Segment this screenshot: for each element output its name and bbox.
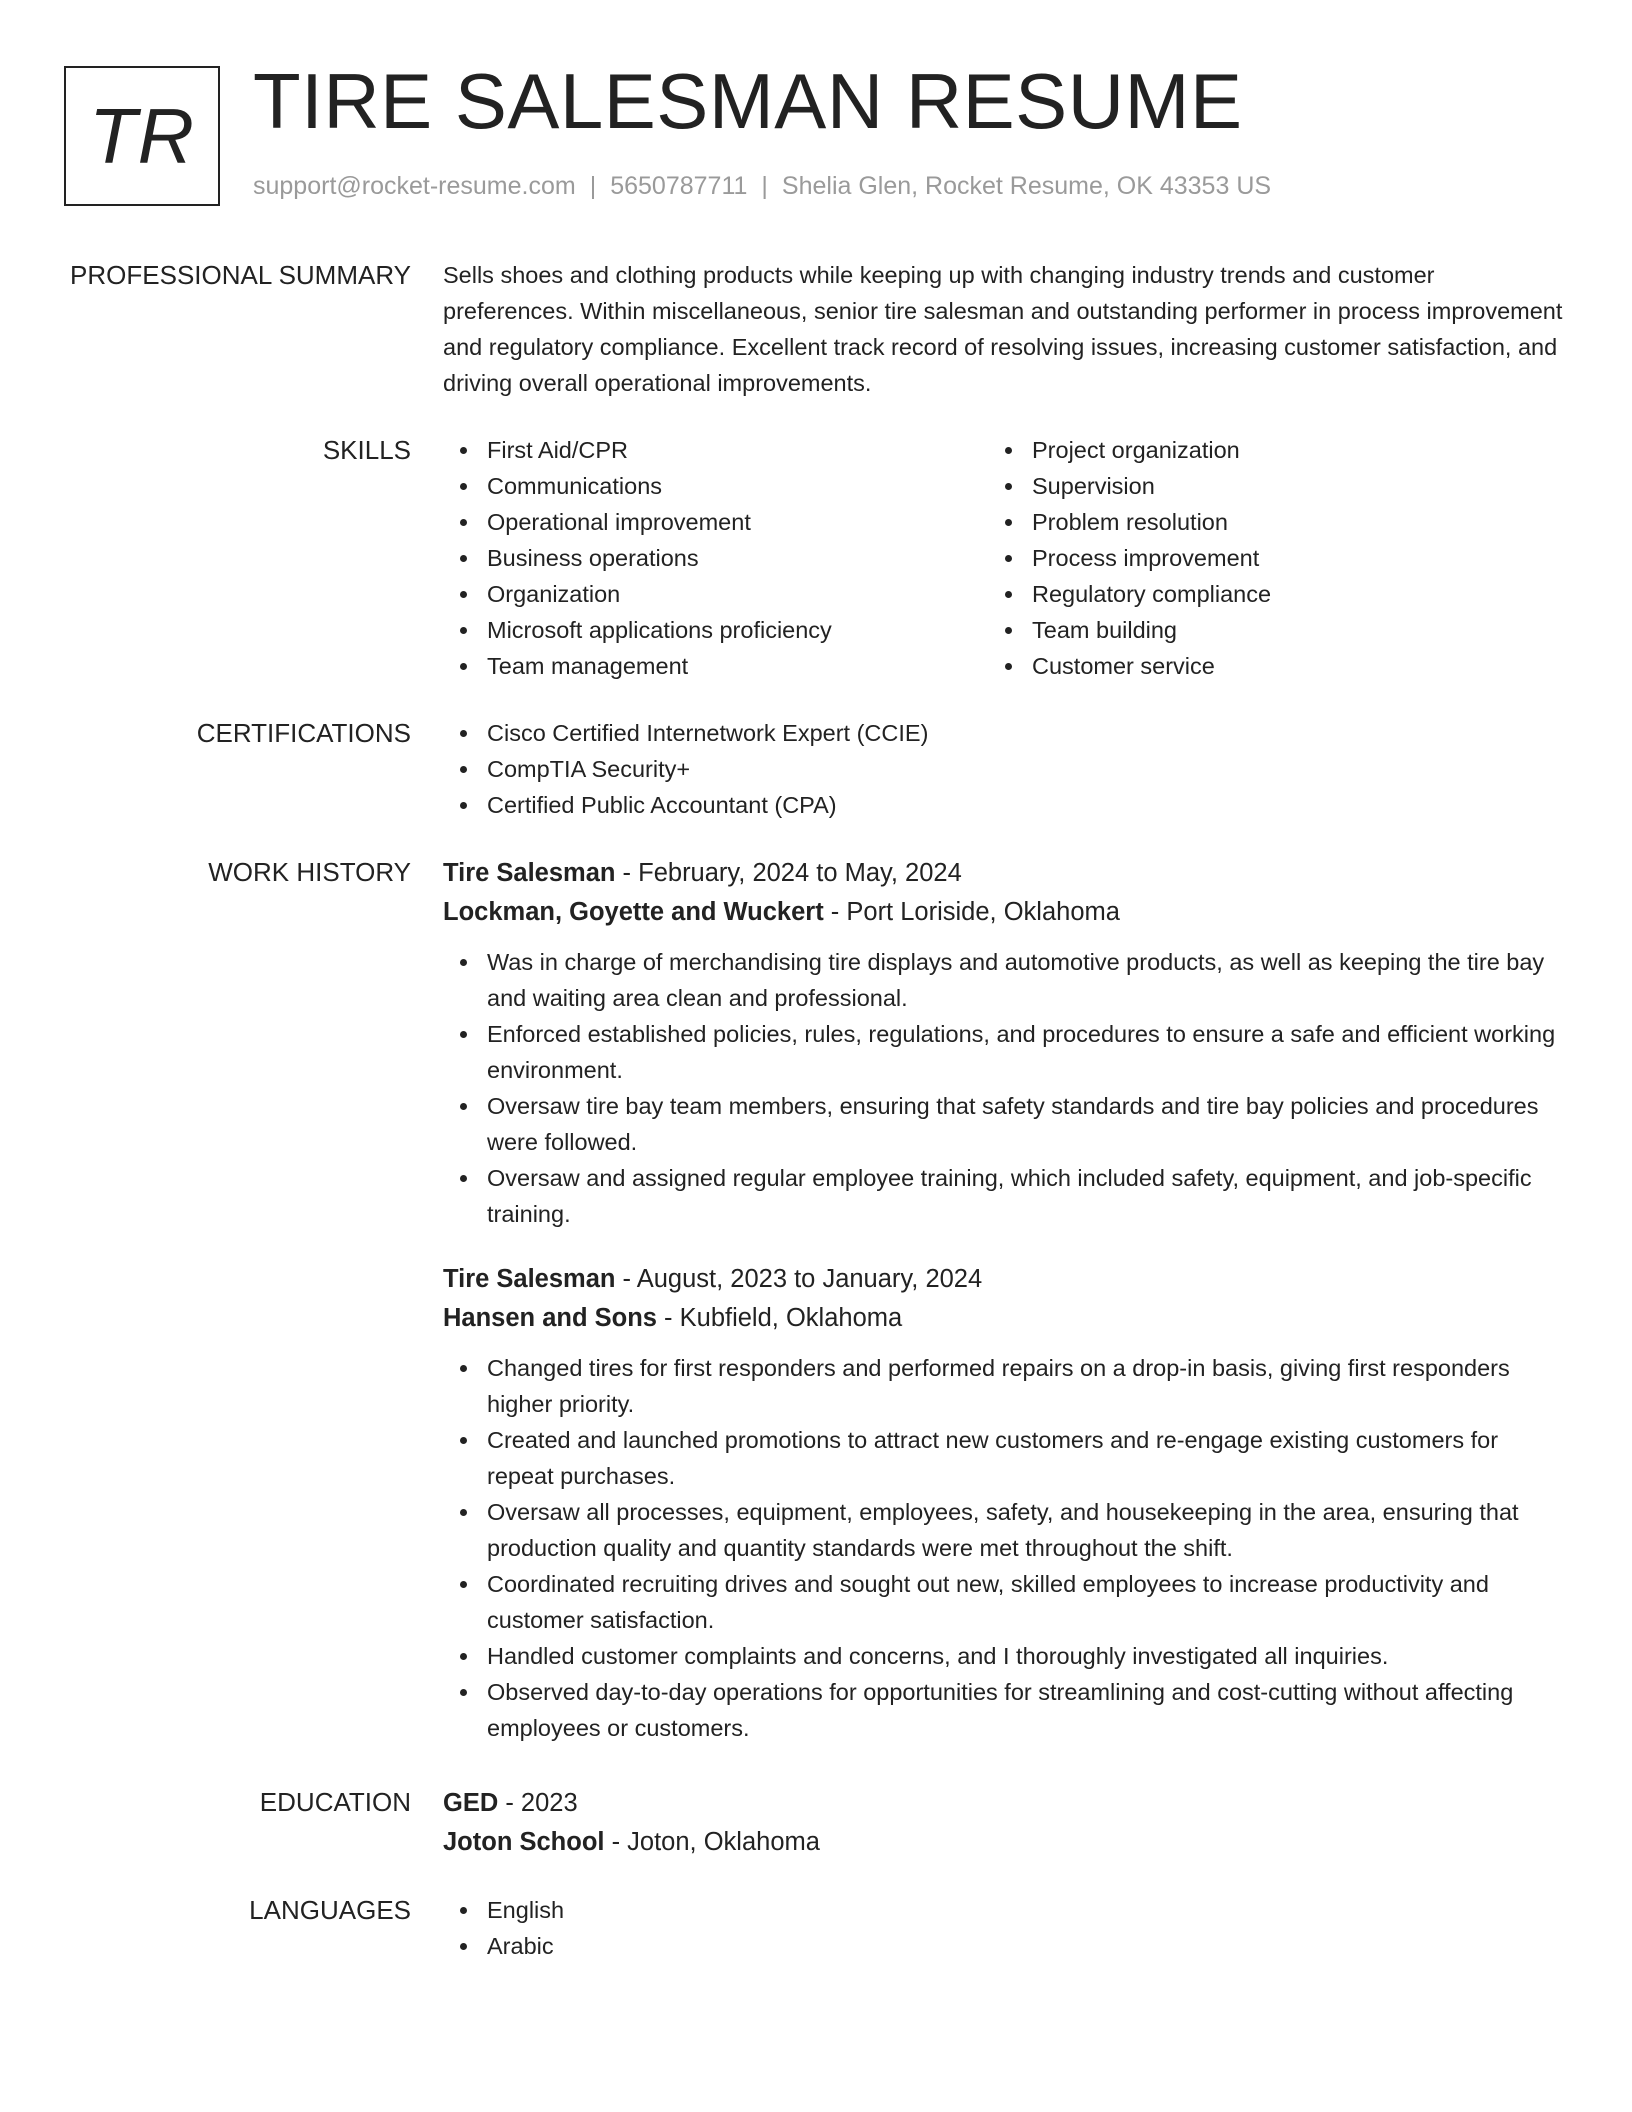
job-bullets <box>443 1350 1563 1746</box>
section-label-certifications: CERTIFICATIONS <box>196 718 411 748</box>
education-degree-line <box>443 1784 1563 1823</box>
skill-item: Organization <box>443 576 988 612</box>
contact-line <box>253 172 1271 201</box>
job-title: Tire Salesman <box>443 1265 616 1293</box>
summary-text: Sells shoes and clothing products while keeping up with changing industry trends and customer preferences. Within miscellaneous, senior tire salesman and outstanding performer in process improvement and regulatory compliance. Excellent track record of resolving issues, increasing customer satisfaction, and driving overall operational improvements. <box>443 262 1563 396</box>
job-entry <box>443 854 1563 1232</box>
education-school-line <box>443 1823 1563 1862</box>
job-company: Lockman, Goyette and Wuckert <box>443 898 824 926</box>
language-item: Arabic <box>443 1928 1563 1964</box>
job-bullet: Oversaw all processes, equipment, employees, safety, and housekeeping in the area, ensuring that production quality and quantity standards were met throughout the shift. <box>443 1494 1563 1566</box>
skill-item: Project organization <box>988 432 1533 468</box>
job-company-line <box>443 1299 1563 1338</box>
job-location: - Port Loriside, Oklahoma <box>823 898 1120 926</box>
job-company: Hansen and Sons <box>443 1304 657 1332</box>
skill-item: Communications <box>443 468 988 504</box>
job-location: - Kubfield, Oklahoma <box>656 1304 903 1332</box>
job-title-line <box>443 854 1563 893</box>
section-label-summary: PROFESSIONAL SUMMARY <box>70 260 411 290</box>
job-dates: - August, 2023 to January, 2024 <box>615 1265 983 1293</box>
resume-title: TIRE SALESMAN RESUME <box>253 57 1243 145</box>
education-location: - Joton, Oklahoma <box>604 1828 820 1856</box>
skill-item: Operational improvement <box>443 504 988 540</box>
skill-item: First Aid/CPR <box>443 432 988 468</box>
contact-email: support@rocket-resume.com <box>253 172 576 200</box>
skill-item: Team building <box>988 612 1533 648</box>
job-entry <box>443 1260 1563 1746</box>
certification-item: Cisco Certified Internetwork Expert (CCIE) <box>443 715 1563 751</box>
skill-item: Business operations <box>443 540 988 576</box>
skill-item: Problem resolution <box>988 504 1533 540</box>
job-bullets <box>443 944 1563 1232</box>
job-company-line <box>443 893 1563 932</box>
job-bullet: Changed tires for first responders and performed repairs on a drop-in basis, giving first responders higher priority. <box>443 1350 1563 1422</box>
education-degree: GED <box>443 1789 499 1817</box>
skills-list-right <box>988 432 1533 684</box>
section-label-education: EDUCATION <box>259 1787 411 1817</box>
job-bullet: Created and launched promotions to attract new customers and re-engage existing customers for repeat purchases. <box>443 1422 1563 1494</box>
contact-address: Shelia Glen, Rocket Resume, OK 43353 US <box>781 172 1272 200</box>
skill-item: Regulatory compliance <box>988 576 1533 612</box>
skill-item: Customer service <box>988 648 1533 684</box>
job-bullet: Oversaw tire bay team members, ensuring that safety standards and tire bay policies and procedures were followed. <box>443 1088 1563 1160</box>
job-bullet: Coordinated recruiting drives and sought out new, skilled employees to increase productivity and customer satisfaction. <box>443 1566 1563 1638</box>
certification-item: Certified Public Accountant (CPA) <box>443 787 1563 823</box>
certifications-list <box>443 715 1563 823</box>
language-item: English <box>443 1892 1563 1928</box>
section-label-languages: LANGUAGES <box>249 1895 411 1925</box>
job-bullet: Oversaw and assigned regular employee training, which included safety, equipment, and job-specific training. <box>443 1160 1563 1232</box>
monogram-logo: TR <box>64 66 220 206</box>
section-label-work: WORK HISTORY <box>208 857 411 887</box>
job-dates: - February, 2024 to May, 2024 <box>615 859 962 887</box>
skill-item: Process improvement <box>988 540 1533 576</box>
education-school: Joton School <box>443 1828 605 1856</box>
skill-item: Team management <box>443 648 988 684</box>
contact-phone: 5650787711 <box>610 172 748 200</box>
section-label-skills: SKILLS <box>322 435 411 465</box>
job-bullet: Enforced established policies, rules, regulations, and procedures to ensure a safe and efficient working environment. <box>443 1016 1563 1088</box>
skill-item: Supervision <box>988 468 1533 504</box>
job-title: Tire Salesman <box>443 859 616 887</box>
job-bullet: Observed day-to-day operations for opportunities for streamlining and cost-cutting without affecting employees or customers. <box>443 1674 1563 1746</box>
certification-item: CompTIA Security+ <box>443 751 1563 787</box>
skill-item: Microsoft applications proficiency <box>443 612 988 648</box>
contact-separator: | <box>761 172 768 200</box>
job-title-line <box>443 1260 1563 1299</box>
job-bullet: Handled customer complaints and concerns, and I thoroughly investigated all inquiries. <box>443 1638 1563 1674</box>
contact-separator: | <box>589 172 597 200</box>
skills-list-left <box>443 432 988 684</box>
languages-list <box>443 1892 1563 1964</box>
job-bullet: Was in charge of merchandising tire displays and automotive products, as well as keeping the tire bay and waiting area clean and professional. <box>443 944 1563 1016</box>
education-year: - 2023 <box>498 1789 578 1817</box>
